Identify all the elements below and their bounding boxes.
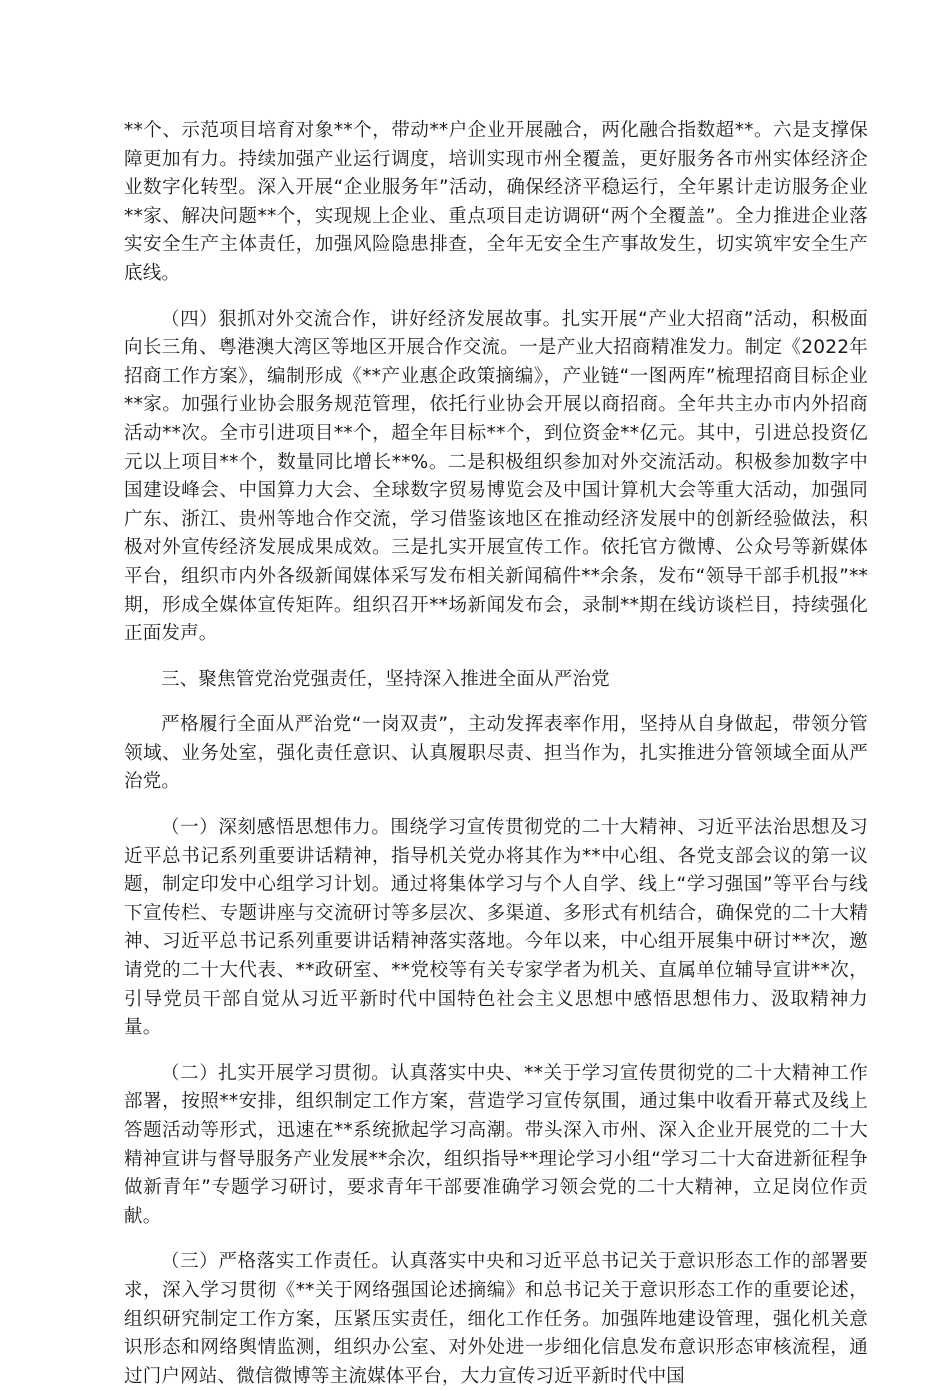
paragraph-subsection-2: （二）扎实开展学习贯彻。认真落实中央、**关于学习宣传贯彻党的二十大精神工作部署，按照**安排，组织制定工作方案，营造学习宣传氛围，通过集中收看开幕式及线上答题活动等形式，迅速在**系统掀起学习高潮。带头深入市州、深入企业开展党的二十大精神宣讲与督导服务产业发展**余次，组织指导**理论学习小组“学习二十大奋进新征程争做新青年”专题学习研讨，要求青年干部要准确学习领会党的二十大精神，立足岗位作贡献。 [124, 1062, 868, 1227]
paragraph-subsection-3: （三）严格落实工作责任。认真落实中央和习近平总书记关于意识形态工作的部署要求，深入学习贯彻《**关于网络强国论述摘编》和总书记关于意识形态工作的重要论述，组织研究制定工作方案，压紧压实责任，细化工作任务。加强阵地建设管理，强化机关意识形态和网络舆情监测，组织办公室、对外处进一步细化信息发布意识形态审核流程，通过门户网站、微信微博等主流媒体平台，大力宣传习近平新时代中国 [124, 1251, 868, 1387]
paragraph-intro-3: 严格履行全面从严治党“一岗双责”，主动发挥表率作用，坚持从自身做起，带领分管领域、业务处室，强化责任意识、认真履职尽责、担当作为，扎实推进分管领域全面从严治党。 [124, 714, 868, 793]
section-heading-3: 三、聚焦管党治党强责任，坚持深入推进全面从严治党 [161, 668, 610, 690]
paragraph-subsection-1: （一）深刻感悟思想伟力。围绕学习宣传贯彻党的二十大精神、习近平法治思想及习近平总书记系列重要讲话精神，指导机关党办将其作为**中心组、各党支部会议的第一议题，制定印发中心组学习计划。通过将集体学习与个人自学、线上“学习强国”等平台与线下宣传栏、专题讲座与交流研讨等多层次、多渠道、多形式有机结合，确保党的二十大精神、习近平总书记系列重要讲话精神落实落地。今年以来，中心组开展集中研讨**次，邀请党的二十大代表、**政研室、**党校等有关专家学者为机关、直属单位辅导宣讲**次，引导党员干部自觉从习近平新时代中国特色社会主义思想中感悟思想伟力、汲取精神力量。 [124, 817, 868, 1039]
paragraph-continued: **个、示范项目培育对象**个，带动**户企业开展融合，两化融合指数超**。六是支撑保障更加有力。持续加强产业运行调度，培训实现市州全覆盖，更好服务各市州实体经济企业数字化转型。深入开展“企业服务年”活动，确保经济平稳运行，全年累计走访服务企业**家、解决问题**个，实现规上企业、重点项目走访调研“两个全覆盖”。全力推进企业落实安全生产主体责任，加强风险隐患排查，全年无安全生产事故发生，切实筑牢安全生产底线。 [124, 120, 868, 284]
paragraph-section-4: （四）狠抓对外交流合作，讲好经济发展故事。扎实开展“产业大招商”活动，积极面向长三角、粤港澳大湾区等地区开展合作交流。一是产业大招商精准发力。制定《2022年招商工作方案》，编制形成《**产业惠企政策摘编》，产业链“一图两库”梳理招商目标企业**家。加强行业协会服务规范管理，依托行业协会开展以商招商。全年共主办市内外招商活动**次。全市引进项目**个，超全年目标**个，到位资金**亿元。其中，引进总投资亿元以上项目**个，数量同比增长**%。二是积极组织参加对外交流活动。积极参加数字中国建设峰会、中国算力大会、全球数字贸易博览会及中国计算机大会等重大活动，加强同广东、浙江、贵州等地合作交流，学习借鉴该地区在推动经济发展中的创新经验做法，积极对外宣传经济发展成果成效。三是扎实开展宣传工作。依托官方微博、公众号等新媒体平台，组织市内外各级新闻媒体采写发布相关新闻稿件**余条，发布“领导干部手机报”**期，形成全媒体宣传矩阵。组织召开**场新闻发布会，录制**期在线访谈栏目，持续强化正面发声。 [124, 308, 868, 645]
